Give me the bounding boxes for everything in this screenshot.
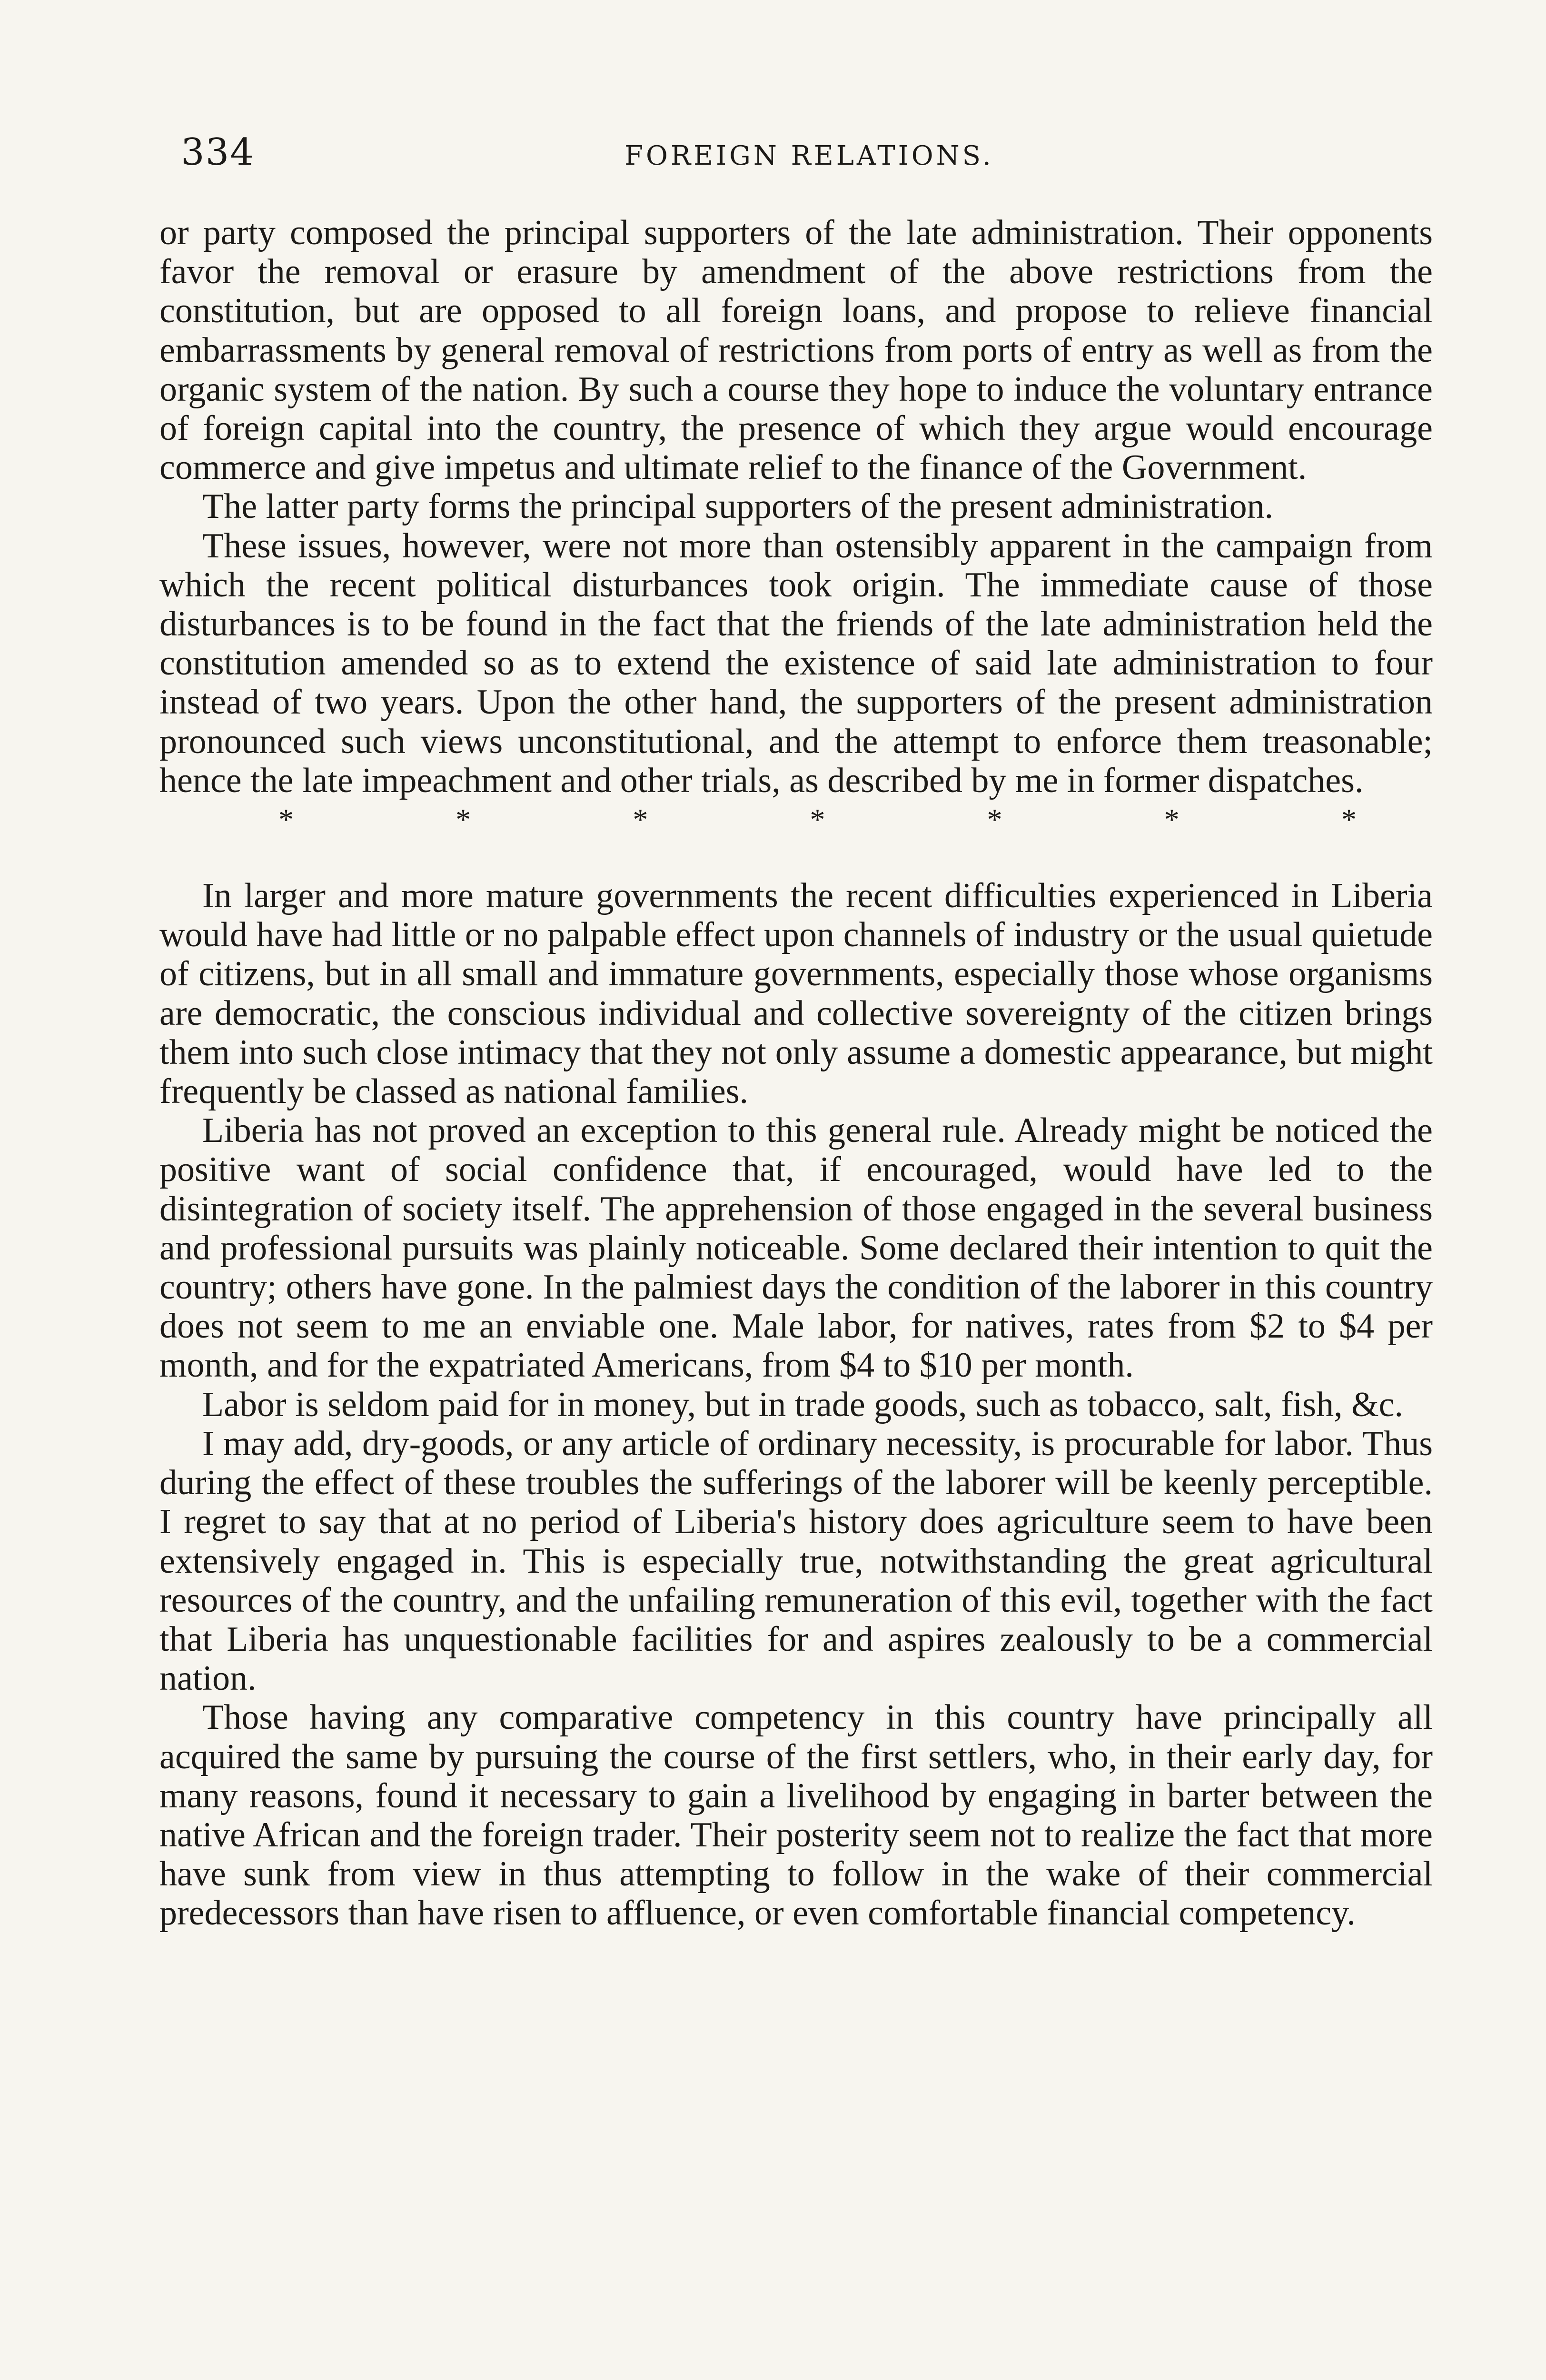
paragraph: Liberia has not proved an exception to this general rule. Already might be noticed the positive want of social confidence that, if encouraged, would have led to the disintegration of society itself. The apprehension of those engaged in the several business and professional pursuits was plainly noticeable. Some declared their intention to quit the country; others have gone. In the palmiest days the condition of the laborer in this country does not seem to me an enviable one. Male labor, for natives, rates from $2 to $4 per month, and for the expatriated Americans, from $4 to $10 per month.	[159, 1111, 1433, 1385]
paragraph: or party composed the principal supporters of the late administration. Their opponents favor the removal or erasure by amendment of the above restrictions from the constitution, but are opposed to all foreign loans, and propose to relieve financial embarrassments by general removal of restrictions from ports of entry as well as from the organic system of the nation. By such a course they hope to induce the voluntary entrance of foreign capital into the country, the presence of which they argue would encourage commerce and give impetus and ultimate relief to the finance of the Government.	[159, 213, 1433, 487]
asterisk: *	[1341, 803, 1357, 837]
asterisk: *	[1164, 803, 1179, 837]
asterisk: *	[456, 803, 471, 837]
page-number: 334	[181, 131, 255, 174]
paragraph: Labor is seldom paid for in money, but in trade goods, such as tobacco, salt, fish, &c.	[202, 1385, 1404, 1424]
paragraph: Those having any comparative competency in this country have principally all acquired the same by pursuing the course of the first settlers, who, in their early day, for many reasons, found it necessary to gain a livelihood by engaging in barter between the native African and the foreign trader. Their posterity seem not to realize the fact that more have sunk from view in thus attempting to follow in the wake of their commercial predecessors than have risen to affluence, or even comfortable financial competency.	[159, 1698, 1433, 1933]
paragraph: I may add, dry-goods, or any article of ordinary necessity, is procurable for labor. Thus during the effect of these troubles the sufferings of the laborer will be keenly perceptible. I regret to say that at no period of Liberia's history does agriculture seem to have been extensively engaged in. This is especially true, notwithstanding the great agricultural resources of the country, and the unfailing remuneration of this evil, together with the fact that Liberia has unquestionable facilities for and aspires zealously to be a commercial nation.	[159, 1424, 1433, 1698]
paragraph: In larger and more mature governments the recent difficulties experienced in Liberia would have had little or no palpable effect upon channels of industry or the usual quietude of citizens, but in all small and immature governments, especially those whose organisms are democratic, the conscious individual and collective sovereignty of the citizen brings them into such close intimacy that they not only assume a domestic appearance, but might frequently be classed as national families.	[159, 876, 1433, 1111]
page-header	[181, 129, 1437, 181]
body-text	[159, 213, 1433, 1933]
asterisk: *	[278, 803, 294, 837]
asterisk-section-break	[159, 800, 1433, 876]
paragraph: These issues, however, were not more than ostensibly apparent in the campaign from which the recent political disturbances took origin. The immediate cause of those disturbances is to be found in the fact that the friends of the late administration held the constitution amended so as to extend the existence of said late administration to four instead of two years. Upon the other hand, the supporters of the present administration pronounced such views unconstitutional, and the attempt to enforce them treasonable; hence the late impeachment and other trials, as described by me in former dispatches.	[159, 526, 1433, 800]
asterisk: *	[810, 803, 825, 837]
asterisk: *	[633, 803, 648, 837]
paragraph: The latter party forms the principal supporters of the present administration.	[202, 487, 1274, 526]
running-head: FOREIGN RELATIONS.	[624, 140, 994, 171]
asterisk: *	[987, 803, 1002, 837]
